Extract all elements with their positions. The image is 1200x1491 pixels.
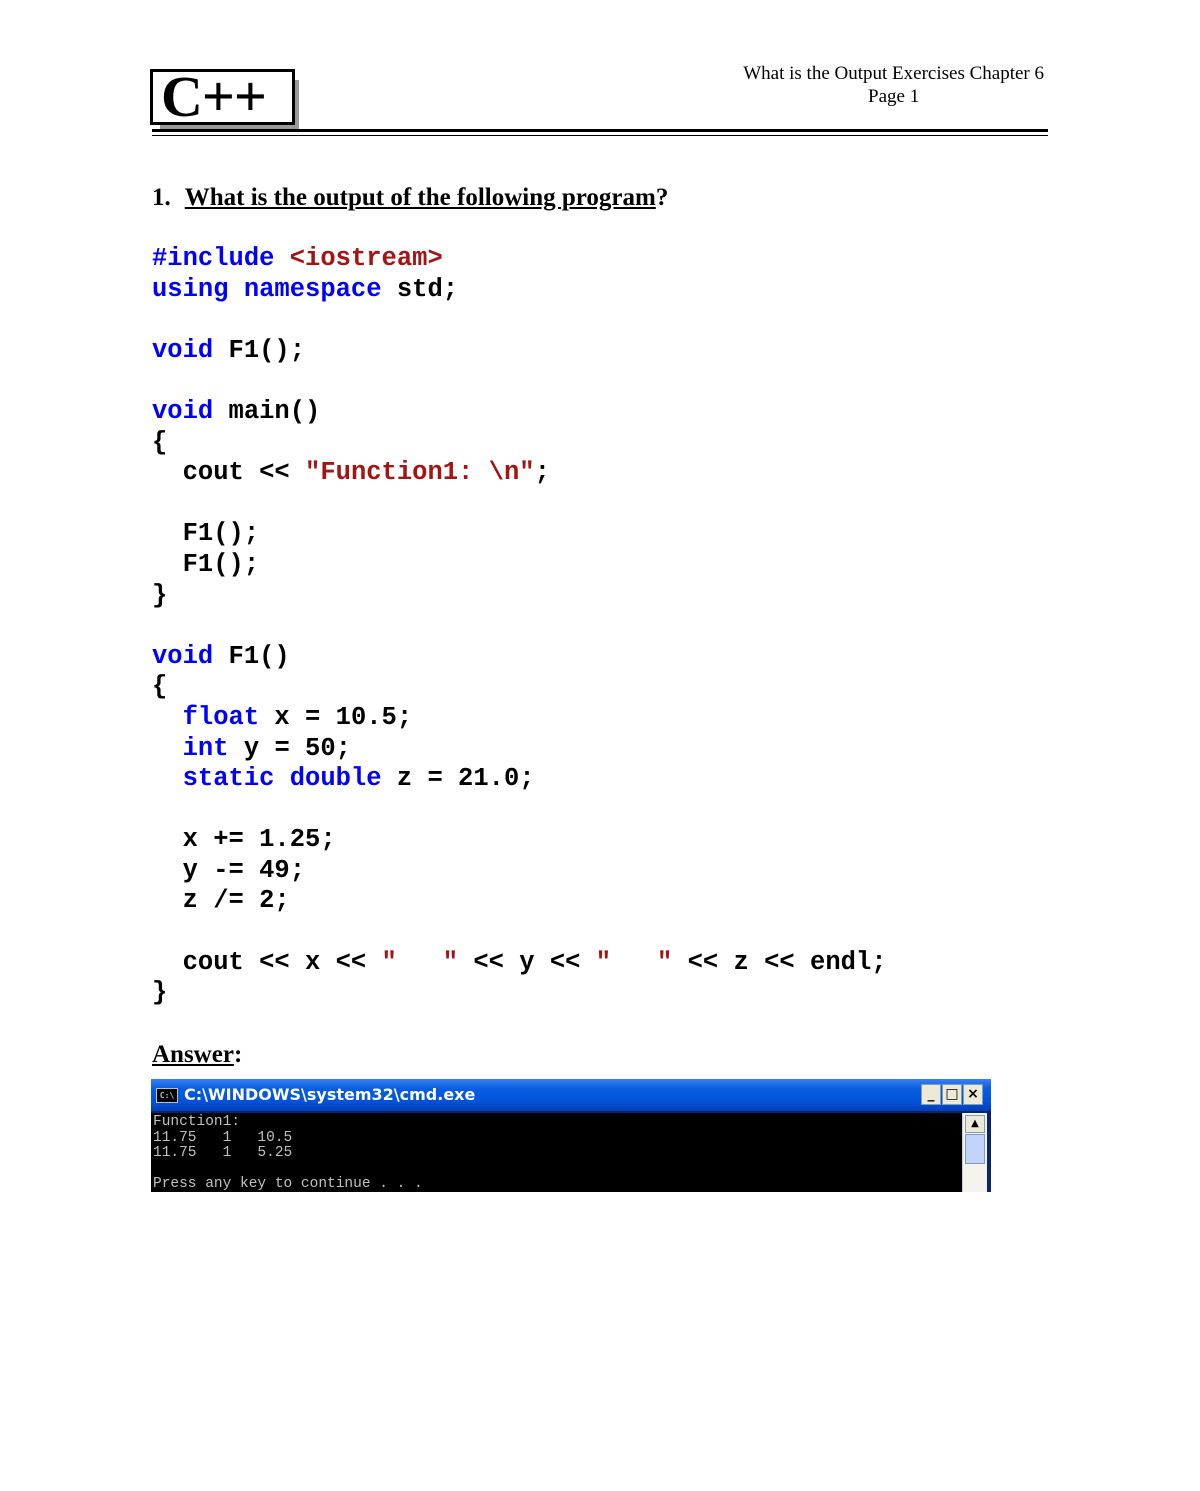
code-token: main(): [213, 396, 321, 426]
code-string: " ": [595, 947, 673, 977]
code-keyword: void: [152, 335, 214, 365]
code-token: << y <<: [458, 947, 596, 977]
code-line: [152, 428, 887, 459]
maximize-button[interactable]: □: [942, 1084, 962, 1105]
code-line: [152, 519, 887, 550]
code-token: ;: [534, 458, 550, 488]
code-keyword: static double: [182, 764, 382, 794]
code-token: [152, 764, 183, 793]
question-mark: ?: [655, 184, 669, 211]
code-line: [152, 978, 887, 1009]
page-number: Page 1: [868, 86, 920, 107]
code-keyword: void: [152, 641, 214, 671]
cmd-icon: C:\: [156, 1088, 178, 1103]
console-title: C:\WINDOWS\system32\cmd.exe: [184, 1085, 476, 1104]
code-token: z = 21.0;: [381, 764, 535, 794]
console-output: [151, 1113, 962, 1192]
code-line: [152, 948, 887, 979]
code-line: [152, 336, 887, 367]
code-token: F1(): [213, 641, 290, 671]
code-line: [152, 642, 887, 673]
console-window: [151, 1079, 991, 1192]
code-token: F1();: [152, 549, 260, 579]
console-scrollbar[interactable]: [962, 1113, 987, 1192]
console-line: Function1:: [153, 1114, 241, 1130]
code-line: [152, 734, 887, 765]
code-line: [152, 550, 887, 581]
code-line: [152, 856, 887, 887]
page-header: [743, 62, 1044, 108]
code-token: x += 1.25;: [152, 825, 336, 855]
question-number: 1.: [152, 184, 171, 211]
code-token: F1();: [152, 519, 260, 549]
console-line: 11.75 1 5.25: [153, 1145, 293, 1161]
answer-colon: :: [233, 1041, 243, 1068]
code-line: [152, 764, 887, 795]
question-text: What is the output of the following program: [184, 184, 656, 211]
code-string: "Function1: \n": [305, 458, 535, 488]
code-line: [152, 825, 887, 856]
code-token: z /= 2;: [152, 886, 290, 916]
console-line: [153, 1162, 962, 1178]
code-token: }: [152, 978, 168, 1008]
code-line: [152, 305, 887, 336]
code-token: y -= 49;: [152, 855, 306, 885]
code-listing: [152, 244, 887, 1009]
code-token: {: [152, 427, 168, 457]
code-line: [152, 489, 887, 520]
code-token: cout <<: [152, 458, 306, 488]
code-token: x = 10.5;: [259, 702, 413, 732]
code-keyword: #include: [152, 244, 290, 273]
code-token: F1();: [213, 335, 306, 365]
close-button[interactable]: ×: [963, 1084, 983, 1105]
console-title-bar[interactable]: [151, 1079, 991, 1111]
header-title: What is the Output Exercises Chapter 6: [743, 63, 1044, 84]
code-keyword: void: [152, 396, 214, 426]
code-line: [152, 917, 887, 948]
code-line: [152, 795, 887, 826]
code-keyword: float: [182, 702, 260, 732]
code-token: [152, 703, 183, 732]
code-line: [152, 703, 887, 734]
code-line: [152, 581, 887, 612]
code-line: [152, 397, 887, 428]
code-line: [152, 611, 887, 642]
header-rule-thick: [152, 129, 1048, 132]
code-string: <iostream>: [289, 244, 443, 273]
question-heading: [152, 183, 668, 213]
code-token: y = 50;: [228, 733, 351, 763]
code-line: [152, 366, 887, 397]
code-token: cout << x <<: [152, 947, 382, 977]
console-line: Press any key to continue . . .: [153, 1176, 423, 1192]
answer-heading: [152, 1040, 242, 1070]
code-line: [152, 244, 887, 275]
code-line: [152, 672, 887, 703]
code-token: << z << endl;: [672, 947, 887, 977]
code-line: [152, 886, 887, 917]
code-keyword: int: [182, 733, 229, 763]
code-token: std;: [381, 274, 459, 304]
cpp-logo: C++: [150, 69, 295, 125]
code-string: " ": [381, 947, 459, 977]
header-rule-thin: [152, 135, 1048, 136]
minimize-button[interactable]: _: [921, 1084, 941, 1105]
code-token: [152, 734, 183, 763]
scroll-thumb[interactable]: [965, 1134, 985, 1164]
code-token: }: [152, 580, 168, 610]
code-keyword: using namespace: [152, 274, 382, 304]
code-line: [152, 458, 887, 489]
scroll-up-arrow-icon[interactable]: ▲: [965, 1115, 985, 1133]
console-line: 11.75 1 10.5: [153, 1129, 293, 1146]
code-line: [152, 275, 887, 306]
code-token: {: [152, 672, 168, 702]
answer-label: Answer: [152, 1041, 234, 1068]
